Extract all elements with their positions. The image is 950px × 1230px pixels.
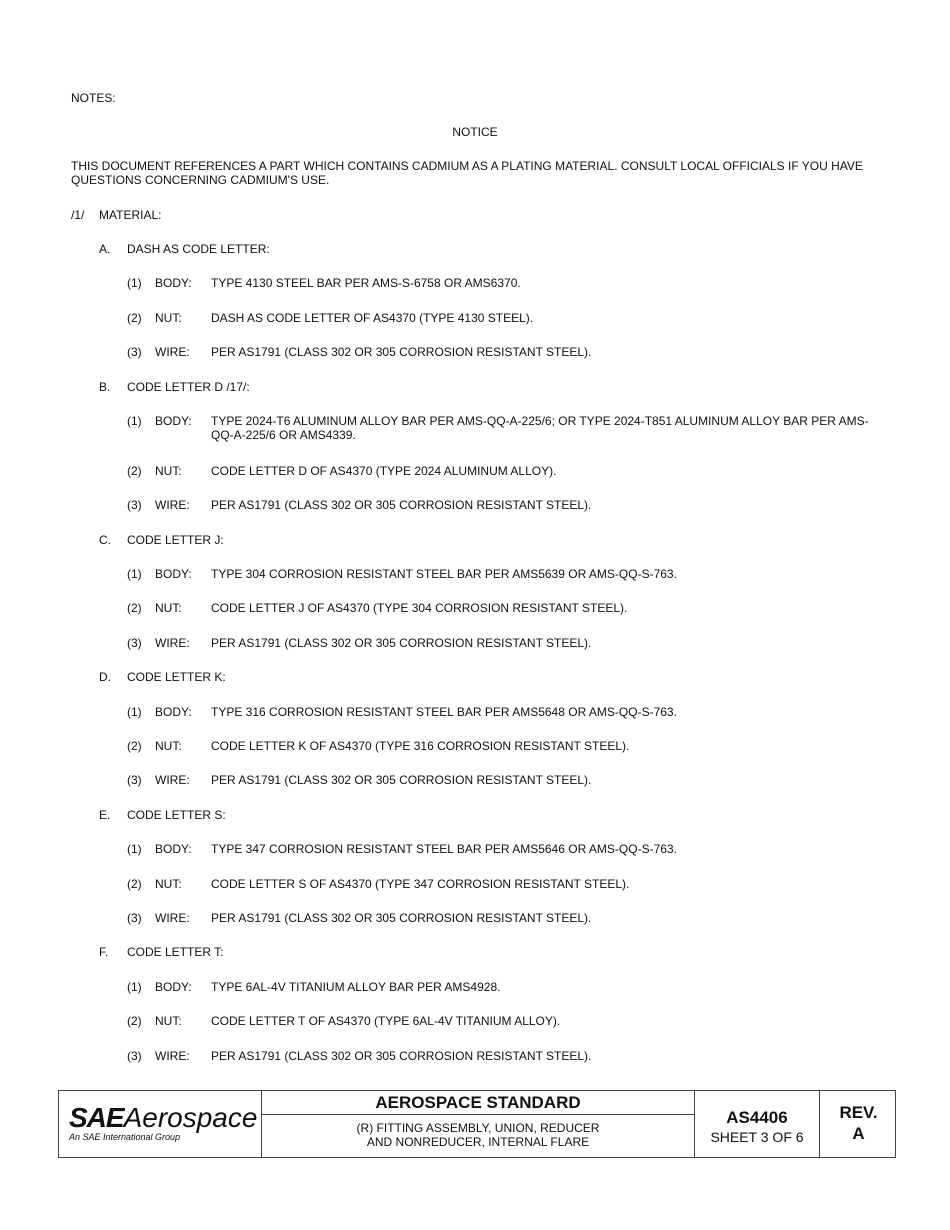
notes-label: NOTES: — [71, 91, 116, 105]
item-text: PER AS1791 (CLASS 302 OR 305 CORROSION RESISTANT STEEL). — [211, 911, 592, 925]
item-part: BODY: — [155, 705, 192, 719]
section-title: CODE LETTER T: — [127, 945, 224, 959]
item-part: NUT: — [155, 464, 182, 478]
item-part: WIRE: — [155, 498, 190, 512]
section-letter: B. — [99, 380, 111, 394]
item-number: (2) — [127, 739, 142, 753]
subtitle-line-2: AND NONREDUCER, INTERNAL FLARE — [366, 1135, 590, 1149]
section-letter: D. — [99, 670, 111, 684]
section-letter: F. — [99, 945, 109, 959]
item-text: CODE LETTER K OF AS4370 (TYPE 316 CORROSION RESISTANT STEEL). — [211, 739, 630, 753]
notice-title: NOTICE — [452, 125, 498, 139]
section-title: CODE LETTER K: — [127, 670, 226, 684]
logo-aerospace-text: Aerospace — [123, 1102, 258, 1133]
item-part: BODY: — [155, 276, 192, 290]
item-text: TYPE 304 CORROSION RESISTANT STEEL BAR PER AMS5639 OR AMS-QQ-S-763. — [211, 567, 677, 581]
revision — [820, 1102, 897, 1144]
item-part: NUT: — [155, 601, 182, 615]
item-number: (2) — [127, 464, 142, 478]
item-number: (1) — [127, 842, 142, 856]
item-part: BODY: — [155, 414, 192, 428]
item-part: BODY: — [155, 980, 192, 994]
item-part: BODY: — [155, 842, 192, 856]
item-text: TYPE 347 CORROSION RESISTANT STEEL BAR PER AMS5646 OR AMS-QQ-S-763. — [211, 842, 677, 856]
item-number: (2) — [127, 601, 142, 615]
item-part: WIRE: — [155, 345, 190, 359]
revision-cell — [820, 1091, 897, 1157]
section-title: CODE LETTER D /17/: — [127, 380, 250, 394]
item-number: (1) — [127, 567, 142, 581]
document-subtitle — [262, 1121, 694, 1149]
item-part: WIRE: — [155, 773, 190, 787]
item-text: CODE LETTER D OF AS4370 (TYPE 2024 ALUMINUM ALLOY). — [211, 464, 557, 478]
item-text: PER AS1791 (CLASS 302 OR 305 CORROSION RESISTANT STEEL). — [211, 773, 592, 787]
item-text: TYPE 4130 STEEL BAR PER AMS-S-6758 OR AMS6370. — [211, 276, 521, 290]
item-text: CODE LETTER J OF AS4370 (TYPE 304 CORROSION RESISTANT STEEL). — [211, 601, 628, 615]
item-text: PER AS1791 (CLASS 302 OR 305 CORROSION RESISTANT STEEL). — [211, 345, 592, 359]
logo-tagline: An SAE International Group — [69, 1132, 181, 1142]
item-part: WIRE: — [155, 911, 190, 925]
item-number: (3) — [127, 1049, 142, 1063]
item-number: (3) — [127, 345, 142, 359]
item-text: PER AS1791 (CLASS 302 OR 305 CORROSION RESISTANT STEEL). — [211, 1049, 592, 1063]
item-text: CODE LETTER T OF AS4370 (TYPE 6AL-4V TITANIUM ALLOY). — [211, 1014, 561, 1028]
item-text: PER AS1791 (CLASS 302 OR 305 CORROSION RESISTANT STEEL). — [211, 636, 592, 650]
item-part: NUT: — [155, 1014, 182, 1028]
subtitle-line-1: (R) FITTING ASSEMBLY, UNION, REDUCER — [356, 1121, 600, 1135]
section-title: CODE LETTER J: — [127, 533, 224, 547]
material-num: /1/ — [71, 208, 85, 222]
section-letter: A. — [99, 242, 111, 256]
item-number: (2) — [127, 311, 142, 325]
section-title: DASH AS CODE LETTER: — [127, 242, 270, 256]
item-text: TYPE 316 CORROSION RESISTANT STEEL BAR PER AMS5648 OR AMS-QQ-S-763. — [211, 705, 677, 719]
section-letter: E. — [99, 808, 111, 822]
item-number: (3) — [127, 498, 142, 512]
logo-sae-text: SAE — [69, 1102, 124, 1133]
title-block — [58, 1090, 896, 1158]
item-text: TYPE 2024-T6 ALUMINUM ALLOY BAR PER AMS-QQ-A-225/6; OR TYPE 2024-T851 ALUMINUM ALLOY BAR PER AMS-QQ-A-225/6 OR AMS4339. — [211, 414, 869, 442]
item-number: (1) — [127, 414, 142, 428]
section-title: CODE LETTER S: — [127, 808, 226, 822]
title-cell — [262, 1091, 695, 1157]
logo-cell — [59, 1091, 262, 1157]
revision-label: REV. — [839, 1103, 878, 1122]
item-number: (1) — [127, 980, 142, 994]
standard-title: AEROSPACE STANDARD — [262, 1091, 694, 1115]
document-number-cell — [695, 1091, 820, 1157]
item-part: WIRE: — [155, 1049, 190, 1063]
document-number: AS4406 — [726, 1108, 788, 1127]
item-text: DASH AS CODE LETTER OF AS4370 (TYPE 4130 STEEL). — [211, 311, 534, 325]
notice-text: THIS DOCUMENT REFERENCES A PART WHICH CONTAINS CADMIUM AS A PLATING MATERIAL. CONSULT LOCAL OFFICIALS IF YOU HAVE QUESTIONS CONCERNING CADMIUM'S USE. — [71, 159, 863, 187]
sheet-number: SHEET 3 OF 6 — [710, 1129, 804, 1145]
section-letter: C. — [99, 533, 111, 547]
item-number: (3) — [127, 773, 142, 787]
item-number: (1) — [127, 705, 142, 719]
item-part: NUT: — [155, 311, 182, 325]
sae-aerospace-logo — [69, 1104, 257, 1132]
material-label: MATERIAL: — [99, 208, 162, 222]
item-number: (3) — [127, 636, 142, 650]
item-text: TYPE 6AL-4V TITANIUM ALLOY BAR PER AMS4928. — [211, 980, 501, 994]
revision-value: A — [852, 1124, 865, 1143]
item-text: CODE LETTER S OF AS4370 (TYPE 347 CORROSION RESISTANT STEEL). — [211, 877, 630, 891]
item-number: (1) — [127, 276, 142, 290]
item-number: (3) — [127, 911, 142, 925]
item-number: (2) — [127, 1014, 142, 1028]
item-text: PER AS1791 (CLASS 302 OR 305 CORROSION RESISTANT STEEL). — [211, 498, 592, 512]
item-part: NUT: — [155, 739, 182, 753]
item-part: WIRE: — [155, 636, 190, 650]
item-part: BODY: — [155, 567, 192, 581]
item-part: NUT: — [155, 877, 182, 891]
item-number: (2) — [127, 877, 142, 891]
